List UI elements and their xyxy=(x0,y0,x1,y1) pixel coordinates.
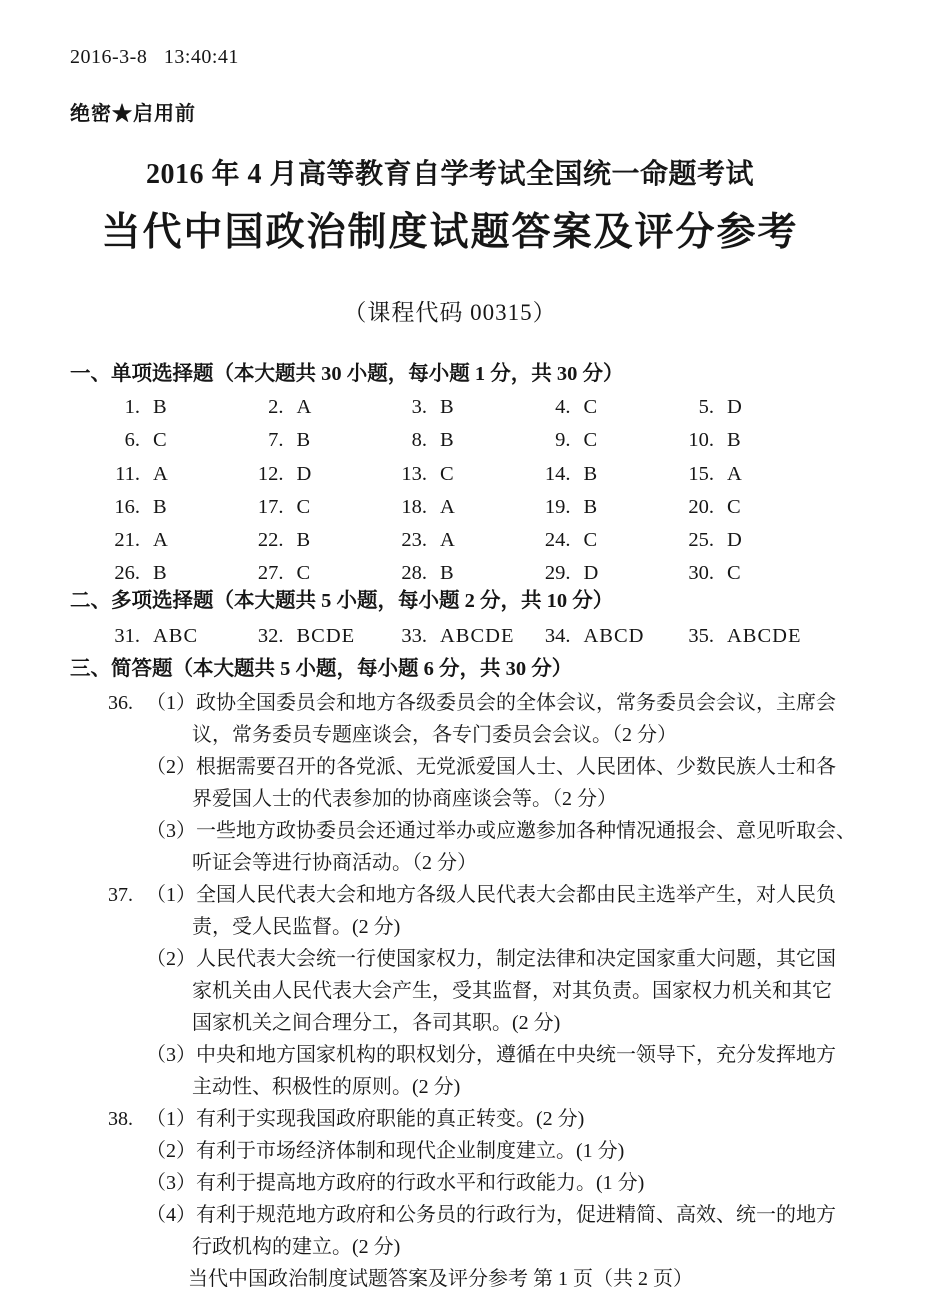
course-code: （课程代码 00315） xyxy=(343,300,557,325)
answer-cell xyxy=(239,621,383,651)
question-number: 31. xyxy=(114,624,140,647)
question-number: 8. xyxy=(411,429,427,452)
question-number: 32. xyxy=(257,624,284,647)
question-number xyxy=(108,975,146,1007)
sub-item-number: （4） xyxy=(146,1203,196,1226)
question-number: 10. xyxy=(688,429,714,452)
question-number xyxy=(108,1167,146,1199)
question-number: 29. xyxy=(544,562,571,585)
answer-text: 界爱国人士的代表参加的协商座谈会等。（2 分） xyxy=(192,787,617,810)
answer-line xyxy=(108,783,947,815)
answer-cell xyxy=(382,424,526,457)
answer-line xyxy=(108,1039,947,1071)
answer-letters: ABCDE xyxy=(440,624,515,647)
answer-line xyxy=(108,1167,947,1199)
answer-cell xyxy=(239,524,383,557)
sub-item-number: （2） xyxy=(146,947,196,970)
question-number: 7. xyxy=(268,429,284,452)
answer-cell xyxy=(239,491,383,524)
answer-line xyxy=(108,1103,947,1135)
sub-item-number xyxy=(146,783,192,815)
answer-letter: B xyxy=(440,396,455,418)
answer-line xyxy=(108,1071,947,1103)
answer-text: 中央和地方国家机构的职权划分，遵循在中央统一领导下，充分发挥地方 xyxy=(196,1043,836,1066)
answer-cell xyxy=(669,491,813,524)
question-number xyxy=(108,1199,146,1231)
answer-cell xyxy=(95,424,239,457)
answer-cell xyxy=(95,391,239,424)
question-number: 25. xyxy=(688,529,714,552)
scan-timestamp: 2016-3-8 13:40:41 xyxy=(70,46,239,68)
answer-line xyxy=(108,847,947,879)
answer-letter: B xyxy=(440,429,455,452)
exam-title: 2016 年 4 月高等教育自学考试全国统一命题考试 xyxy=(145,159,754,190)
answer-line xyxy=(108,1007,947,1039)
question-number: 3. xyxy=(411,396,427,418)
answer-letter: A xyxy=(727,462,743,485)
answer-letter: D xyxy=(296,462,313,485)
answer-cell xyxy=(239,391,383,424)
answer-text: 行政机构的建立。(2 分) xyxy=(192,1235,401,1258)
question-number xyxy=(108,847,146,879)
answer-letter: B xyxy=(583,495,599,518)
answer-cell xyxy=(382,491,526,524)
question-number: 24. xyxy=(544,529,571,552)
question-number: 2. xyxy=(268,396,284,418)
answer-line xyxy=(108,687,947,719)
answer-text: 责，受人民监督。(2 分) xyxy=(192,915,401,938)
answer-line xyxy=(108,1135,947,1167)
answer-letter: D xyxy=(727,529,743,552)
answer-cell xyxy=(382,557,526,590)
answer-text: 有利于提高地方政府的行政水平和行政能力。(1 分) xyxy=(196,1171,645,1194)
question-number: 16. xyxy=(114,495,140,518)
sub-item-number: （1） xyxy=(146,883,196,906)
answer-line xyxy=(108,1199,947,1231)
question-number xyxy=(108,1071,146,1103)
answer-cell xyxy=(669,458,813,491)
answer-letter: C xyxy=(583,396,599,418)
answer-cell xyxy=(669,424,813,457)
question-number: 9. xyxy=(555,429,571,452)
answer-text: 政协全国委员会和地方各级委员会的全体会议，常务委员会会议，主席会 xyxy=(196,691,836,714)
answer-letter: C xyxy=(583,429,599,452)
answer-text: 主动性、积极性的原则。(2 分) xyxy=(192,1075,461,1098)
sub-item-number xyxy=(146,911,192,943)
answer-cell xyxy=(95,557,239,590)
question-number: 26. xyxy=(114,562,140,585)
answer-letter: C xyxy=(296,562,312,585)
answer-letter: C xyxy=(153,429,168,452)
answer-line xyxy=(108,815,947,847)
single-choice-answer-grid xyxy=(95,391,947,591)
answer-letter: C xyxy=(296,495,312,518)
question-number: 13. xyxy=(401,462,427,485)
question-number: 27. xyxy=(257,562,284,585)
answer-cell xyxy=(382,621,526,651)
answer-letter: B xyxy=(727,429,742,452)
answer-cell xyxy=(95,621,239,651)
sub-item-number xyxy=(146,975,192,1007)
answer-cell xyxy=(669,557,813,590)
question-number xyxy=(108,783,146,815)
answer-line xyxy=(108,719,947,751)
answer-letter: C xyxy=(583,529,599,552)
answer-letter: C xyxy=(727,495,742,518)
answer-line xyxy=(108,943,947,975)
sub-item-number xyxy=(146,847,192,879)
answer-line xyxy=(108,975,947,1007)
answer-letter: B xyxy=(296,529,312,552)
document-title: 当代中国政治制度试题答案及评分参考 xyxy=(101,211,799,254)
question-number: 4. xyxy=(555,396,571,418)
answer-cell xyxy=(526,424,670,457)
sub-item-number xyxy=(146,719,192,751)
answer-cell xyxy=(526,491,670,524)
question-number: 20. xyxy=(688,495,714,518)
sub-item-number: （2） xyxy=(146,1139,196,1162)
answer-cell xyxy=(95,491,239,524)
answer-text: 议，常务委员专题座谈会，各专门委员会会议。（2 分） xyxy=(192,723,677,746)
answer-letter: C xyxy=(440,462,455,485)
answer-letter: A xyxy=(153,462,169,485)
short-answer-block xyxy=(0,687,947,1263)
question-number xyxy=(108,911,146,943)
sub-item-number: （1） xyxy=(146,1107,196,1130)
question-number: 22. xyxy=(257,529,284,552)
sub-item-number: （3） xyxy=(146,819,196,842)
answer-cell xyxy=(526,557,670,590)
answer-text: 有利于市场经济体制和现代企业制度建立。(1 分) xyxy=(196,1139,625,1162)
answer-line xyxy=(108,911,947,943)
question-number: 30. xyxy=(688,562,714,585)
answer-cell xyxy=(382,391,526,424)
question-number: 28. xyxy=(401,562,427,585)
question-number xyxy=(108,943,146,975)
answer-letter: C xyxy=(727,562,742,585)
question-number: 5. xyxy=(698,396,714,418)
answer-letter: B xyxy=(153,562,168,585)
section3-heading: 三、简答题（本大题共 5 小题，每小题 6 分，共 30 分） xyxy=(70,657,573,680)
sub-item-number xyxy=(146,1231,192,1263)
answer-letter: A xyxy=(153,529,169,552)
answer-letter: A xyxy=(296,396,313,418)
answer-line xyxy=(108,1231,947,1263)
question-number: 11. xyxy=(115,462,140,485)
answer-line xyxy=(108,879,947,911)
answer-cell xyxy=(95,458,239,491)
question-number xyxy=(108,1007,146,1039)
question-number: 14. xyxy=(544,462,571,485)
question-number xyxy=(108,815,146,847)
question-number: 17. xyxy=(257,495,284,518)
question-number: 35. xyxy=(688,624,714,647)
answer-letter: A xyxy=(440,529,456,552)
question-number xyxy=(108,1231,146,1263)
answer-letter: A xyxy=(440,495,456,518)
answer-text: 听证会等进行协商活动。（2 分） xyxy=(192,851,477,874)
question-number: 38. xyxy=(108,1107,133,1130)
question-number: 34. xyxy=(544,624,571,647)
sub-item-number: （1） xyxy=(146,691,196,714)
answer-cell xyxy=(239,557,383,590)
question-number: 33. xyxy=(401,624,427,647)
question-number: 18. xyxy=(401,495,427,518)
question-number: 12. xyxy=(257,462,284,485)
answer-cell xyxy=(669,391,813,424)
page-footer: 当代中国政治制度试题答案及评分参考 第 1 页（共 2 页） xyxy=(188,1267,693,1290)
answer-text: 全国人民代表大会和地方各级人民代表大会都由民主选举产生，对人民负 xyxy=(196,883,836,906)
question-number: 21. xyxy=(114,529,140,552)
sub-item-number: （2） xyxy=(146,755,196,778)
question-number: 37. xyxy=(108,883,133,906)
answer-text: 有利于规范地方政府和公务员的行政行为，促进精简、高效、统一的地方 xyxy=(196,1203,836,1226)
question-number: 15. xyxy=(688,462,714,485)
answer-cell xyxy=(382,524,526,557)
answer-letter: B xyxy=(153,495,168,518)
answer-cell xyxy=(526,524,670,557)
answer-cell xyxy=(239,424,383,457)
answer-letter: D xyxy=(727,396,743,418)
sub-item-number: （3） xyxy=(146,1043,196,1066)
answer-letter: B xyxy=(583,462,599,485)
question-number: 6. xyxy=(124,429,140,452)
answer-cell xyxy=(526,391,670,424)
answer-letter: B xyxy=(440,562,455,585)
question-number: 23. xyxy=(401,529,427,552)
answer-text: 国家机关之间合理分工，各司其职。(2 分) xyxy=(192,1011,561,1034)
answer-letter: B xyxy=(296,429,312,452)
multi-choice-answer-row xyxy=(95,621,947,651)
answer-text: 家机关由人民代表大会产生，受其监督，对其负责。国家权力机关和其它 xyxy=(192,979,832,1002)
sub-item-number xyxy=(146,1007,192,1039)
question-number xyxy=(108,1135,146,1167)
classification-label: 绝密★启用前 xyxy=(70,103,196,125)
answer-letter: D xyxy=(583,562,600,585)
answer-cell xyxy=(669,621,813,651)
answer-text: 根据需要召开的各党派、无党派爱国人士、人民团体、少数民族人士和各 xyxy=(196,755,836,778)
answer-cell xyxy=(239,458,383,491)
question-number xyxy=(108,1039,146,1071)
question-number: 36. xyxy=(108,691,133,714)
answer-cell xyxy=(526,621,670,651)
question-number: 1. xyxy=(124,396,140,418)
answer-cell xyxy=(382,458,526,491)
question-number: 19. xyxy=(544,495,571,518)
answer-line xyxy=(108,751,947,783)
answer-text: 有利于实现我国政府职能的真正转变。(2 分) xyxy=(196,1107,585,1130)
sub-item-number xyxy=(146,1071,192,1103)
question-number xyxy=(108,719,146,751)
question-number xyxy=(108,751,146,783)
section1-heading: 一、单项选择题（本大题共 30 小题，每小题 1 分，共 30 分） xyxy=(70,363,624,385)
answer-letters: ABCD xyxy=(583,624,645,647)
answer-cell xyxy=(95,524,239,557)
section2-heading: 二、多项选择题（本大题共 5 小题，每小题 2 分，共 10 分） xyxy=(70,589,614,612)
answer-text: 人民代表大会统一行使国家权力，制定法律和决定国家重大问题，其它国 xyxy=(196,947,836,970)
answer-text: 一些地方政协委员会还通过举办或应邀参加各种情况通报会、意见听取会、 xyxy=(196,819,856,842)
answer-letter: B xyxy=(153,396,168,418)
sub-item-number: （3） xyxy=(146,1171,196,1194)
answer-cell xyxy=(526,458,670,491)
answer-cell xyxy=(669,524,813,557)
answer-letters: ABCDE xyxy=(727,624,802,647)
answer-letters: BCDE xyxy=(296,624,356,647)
answer-letters: ABC xyxy=(153,624,199,647)
